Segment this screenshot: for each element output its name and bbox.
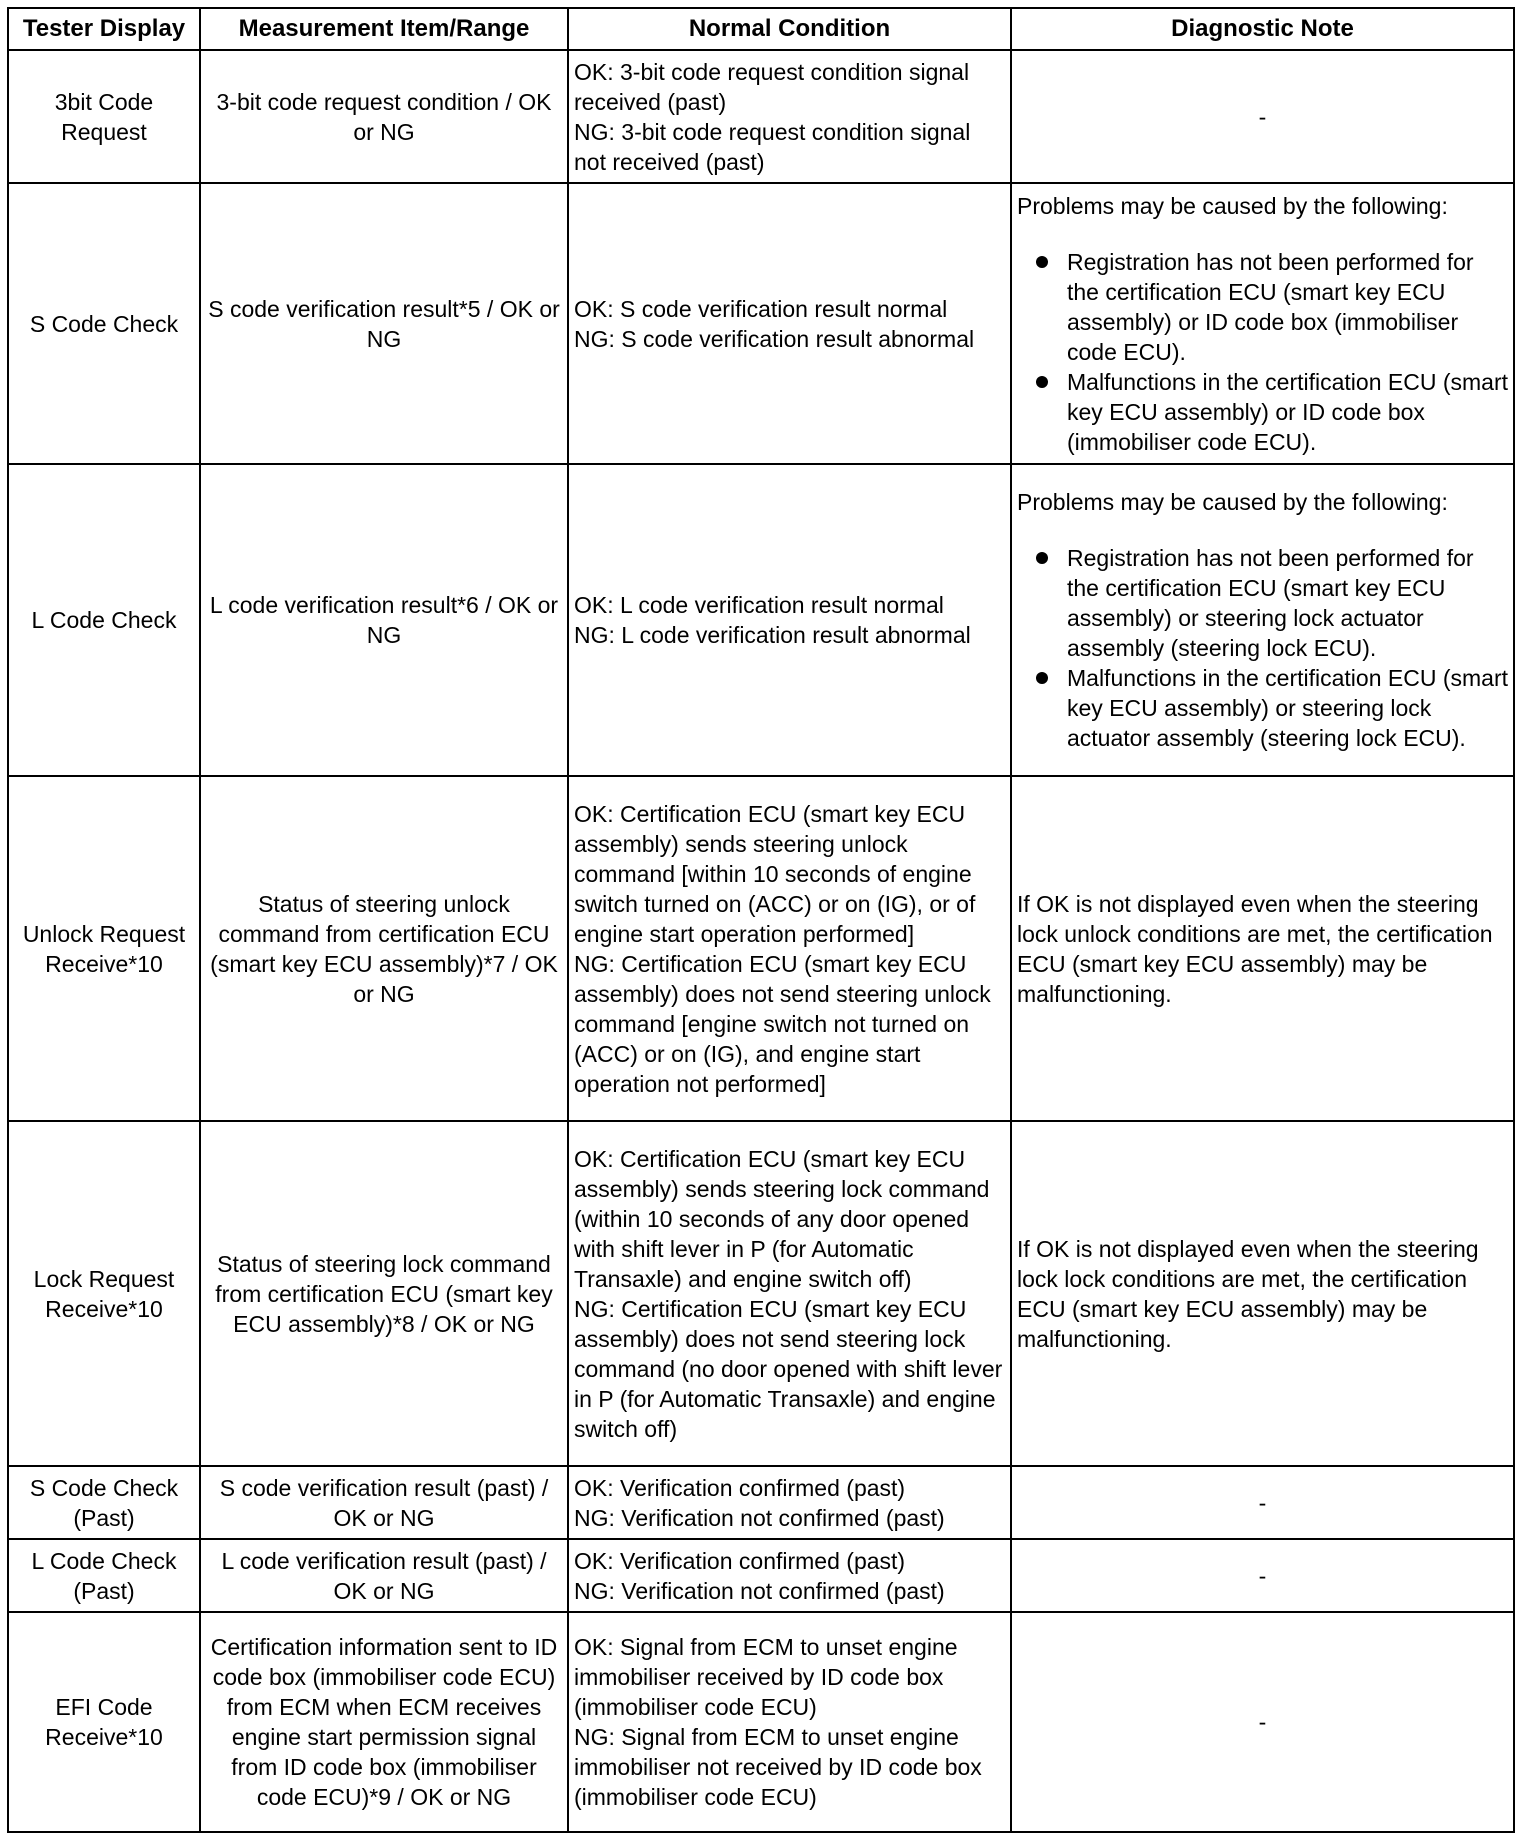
normal-condition-cell (568, 464, 1011, 776)
diagnostic-table (7, 7, 1515, 1833)
table-row (8, 183, 1514, 464)
normal-ok-text: OK: Verification confirmed (past) (574, 1474, 906, 1501)
normal-ok-text: OK: Certification ECU (smart key ECU assembly) sends steering unlock command [within 10 seconds of engine switch turned on (ACC) or on (IG), or of engine start operation performed] (574, 800, 976, 947)
normal-condition-cell (568, 776, 1011, 1121)
measurement-cell: Certification information sent to ID code box (immobiliser code ECU) from ECM when ECM receives engine start permission signal from ID code box (immobiliser code ECU)*9 / OK or NG (200, 1612, 568, 1832)
diagnostic-note-cell (1011, 183, 1514, 464)
normal-ok-text: OK: S code verification result normal (574, 295, 948, 322)
normal-condition-cell (568, 1612, 1011, 1832)
normal-ng-text: NG: Verification not confirmed (past) (574, 1577, 945, 1604)
measurement-cell: Status of steering lock command from certification ECU (smart key ECU assembly)*8 / OK or NG (200, 1121, 568, 1466)
normal-ok-text: OK: Signal from ECM to unset engine immobiliser received by ID code box (immobiliser code ECU) (574, 1634, 958, 1720)
note-bullet-list (1017, 247, 1508, 457)
tester-display-cell: EFI Code Receive*10 (8, 1612, 200, 1832)
tester-display-cell: 3bit Code Request (8, 50, 200, 183)
normal-ng-text: NG: S code verification result abnormal (574, 325, 975, 352)
tester-display-cell: L Code Check (Past) (8, 1539, 200, 1612)
tester-display-cell: S Code Check (8, 183, 200, 464)
diagnostic-note-cell: If OK is not displayed even when the steering lock unlock conditions are met, the certification ECU (smart key ECU assembly) may be malfunctioning. (1011, 776, 1514, 1121)
measurement-cell: L code verification result*6 / OK or NG (200, 464, 568, 776)
table-row (8, 1612, 1514, 1832)
header-diagnostic-note: Diagnostic Note (1011, 8, 1514, 50)
normal-condition-cell (568, 50, 1011, 183)
normal-condition-cell (568, 1466, 1011, 1539)
tester-display-cell: S Code Check (Past) (8, 1466, 200, 1539)
table-row (8, 1466, 1514, 1539)
normal-ok-text: OK: 3-bit code request condition signal received (past) (574, 58, 970, 115)
normal-condition-cell (568, 1121, 1011, 1466)
normal-ok-text: OK: Verification confirmed (past) (574, 1547, 906, 1574)
note-bullet-list (1017, 543, 1508, 753)
measurement-cell: Status of steering unlock command from certification ECU (smart key ECU assembly)*7 / OK or NG (200, 776, 568, 1121)
diagnostic-note-cell: - (1011, 50, 1514, 183)
note-bullet-item: Registration has not been performed for the certification ECU (smart key ECU assembly) or ID code box (immobiliser code ECU). (1027, 247, 1508, 367)
measurement-cell: S code verification result (past) / OK or NG (200, 1466, 568, 1539)
table-row (8, 1121, 1514, 1466)
normal-ng-text: NG: Verification not confirmed (past) (574, 1504, 945, 1531)
diagnostic-note-cell: - (1011, 1466, 1514, 1539)
measurement-cell: 3-bit code request condition / OK or NG (200, 50, 568, 183)
measurement-cell: L code verification result (past) / OK or NG (200, 1539, 568, 1612)
normal-condition-cell (568, 1539, 1011, 1612)
note-bullet-item: Malfunctions in the certification ECU (smart key ECU assembly) or ID code box (immobiliser code ECU). (1027, 367, 1508, 457)
normal-ng-text: NG: 3-bit code request condition signal not received (past) (574, 118, 971, 175)
diagnostic-note-cell: If OK is not displayed even when the steering lock lock conditions are met, the certification ECU (smart key ECU assembly) may be malfunctioning. (1011, 1121, 1514, 1466)
tester-display-cell: Lock Request Receive*10 (8, 1121, 200, 1466)
diagnostic-note-cell (1011, 464, 1514, 776)
normal-ng-text: NG: Certification ECU (smart key ECU assembly) does not send steering unlock command [engine switch not turned on (ACC) or on (IG), and engine start operation not performed] (574, 950, 991, 1097)
tester-display-cell: Unlock Request Receive*10 (8, 776, 200, 1121)
note-intro: Problems may be caused by the following: (1017, 489, 1448, 515)
normal-ng-text: NG: L code verification result abnormal (574, 622, 971, 648)
normal-ok-text: OK: L code verification result normal (574, 592, 944, 618)
note-intro: Problems may be caused by the following: (1017, 192, 1448, 219)
diagnostic-note-cell: - (1011, 1539, 1514, 1612)
note-bullet-item: Malfunctions in the certification ECU (smart key ECU assembly) or steering lock actuator assembly (steering lock ECU). (1027, 663, 1508, 753)
normal-ng-text: NG: Signal from ECM to unset engine immobiliser not received by ID code box (immobiliser code ECU) (574, 1724, 982, 1810)
table-row (8, 1539, 1514, 1612)
table-row (8, 464, 1514, 776)
note-bullet-item: Registration has not been performed for the certification ECU (smart key ECU assembly) or steering lock actuator assembly (steering lock ECU). (1027, 543, 1508, 663)
diagnostic-note-cell: - (1011, 1612, 1514, 1832)
header-row (8, 8, 1514, 50)
header-measurement-item: Measurement Item/Range (200, 8, 568, 50)
tester-display-cell: L Code Check (8, 464, 200, 776)
normal-ok-text: OK: Certification ECU (smart key ECU assembly) sends steering lock command (within 10 seconds of any door opened with shift lever in P (for Automatic Transaxle) and engine switch off) (574, 1145, 990, 1292)
header-normal-condition: Normal Condition (568, 8, 1011, 50)
normal-ng-text: NG: Certification ECU (smart key ECU assembly) does not send steering lock command (no door opened with shift lever in P (for Automatic Transaxle) and engine switch off) (574, 1295, 1003, 1442)
table-row (8, 50, 1514, 183)
table-row (8, 776, 1514, 1121)
normal-condition-cell (568, 183, 1011, 464)
measurement-cell: S code verification result*5 / OK or NG (200, 183, 568, 464)
header-tester-display: Tester Display (8, 8, 200, 50)
